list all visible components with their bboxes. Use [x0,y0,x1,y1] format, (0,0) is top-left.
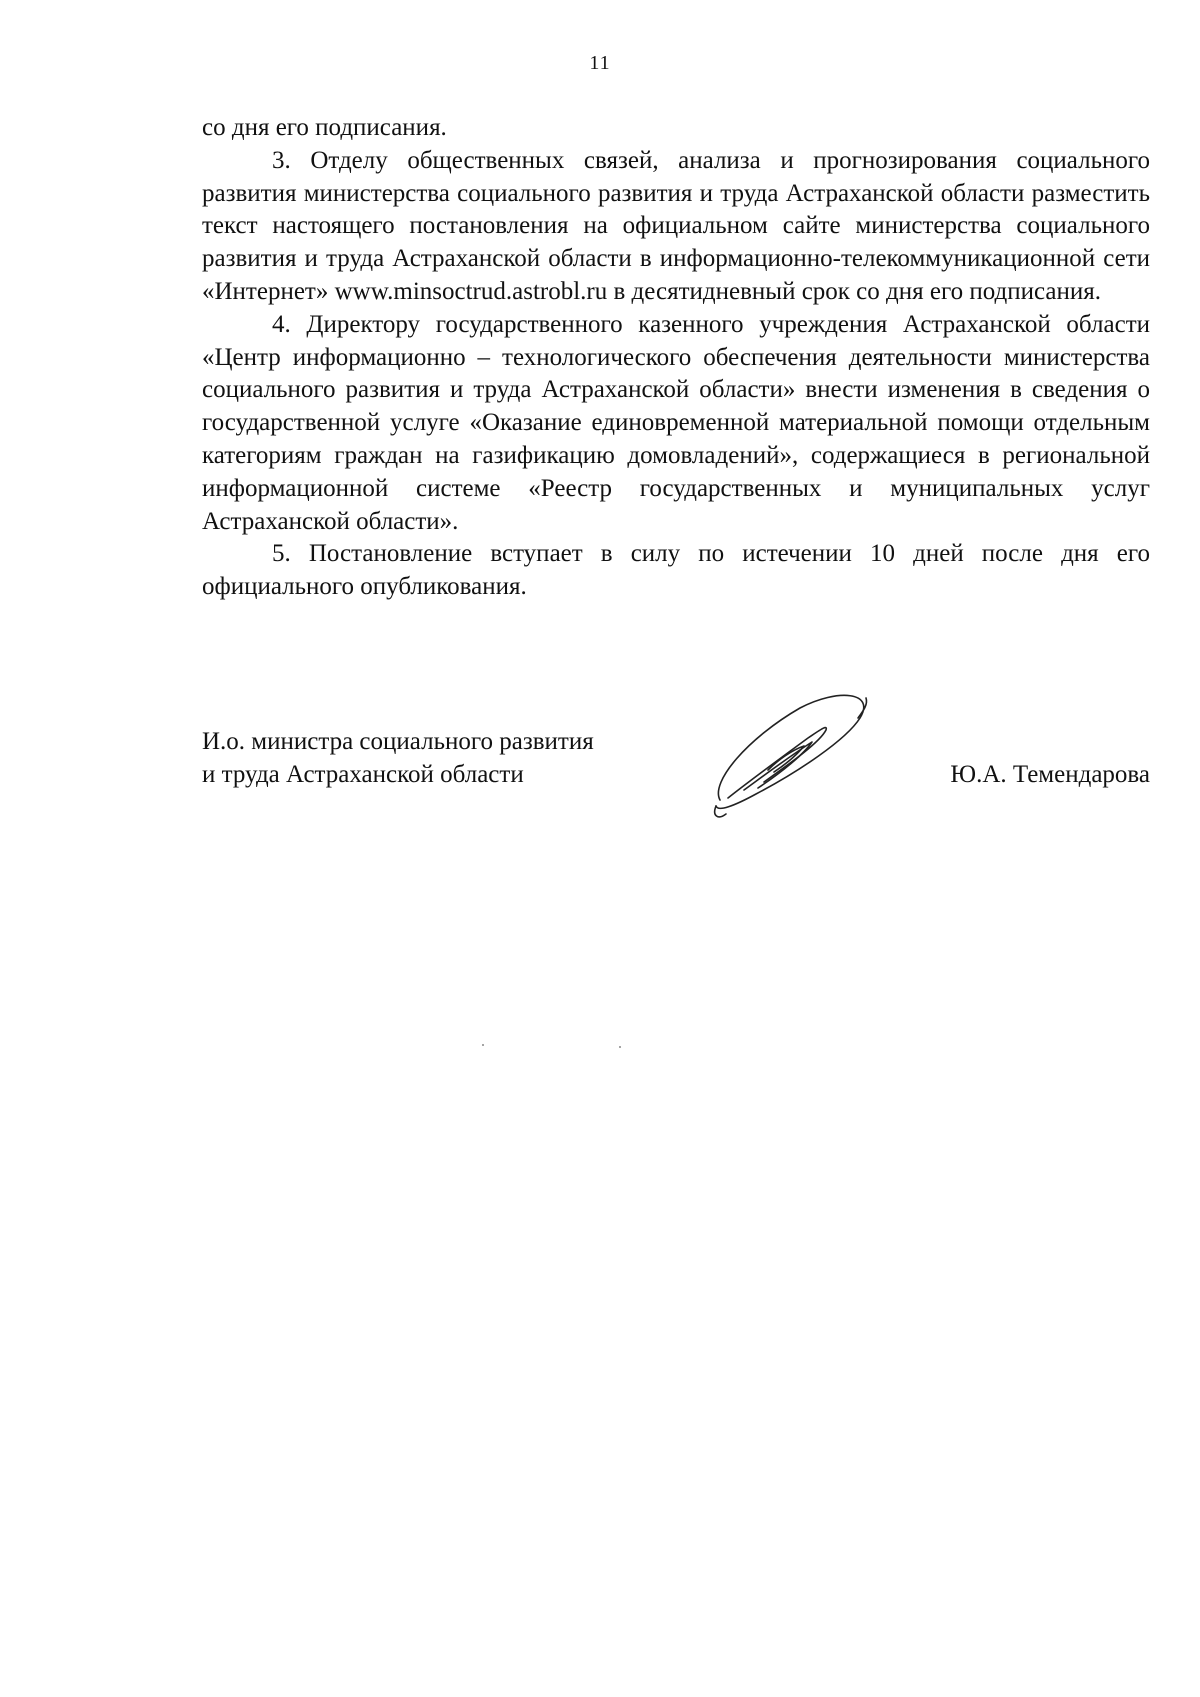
paragraph-continuation: со дня его подписания. [202,114,447,141]
handwritten-signature [708,690,878,825]
signatory-title [202,726,594,792]
scan-speck [482,1044,484,1046]
signatory-title-line-2: и труда Астраханской области [202,760,524,788]
signatory-name: Ю.А. Темендарова [950,761,1150,788]
paragraph-item-4: 4. Директору государственного казенного учреждения Астраханской области «Центр информационно – технологического обеспечения деятельности министерства социального развития и труда Астраханской области» внести изменения в сведения о государственной услуге «Оказание единовременной материальной помощи отдельным категориям граждан на газификацию домовладений», содержащиеся в региональной информационной системе «Реестр государственных и муниципальных услуг Астраханской области». [202,310,1150,535]
paragraph-item-5: 5. Постановление вступает в силу по истечении 10 дней после дня его официального опубликования. [202,540,1150,601]
paragraph-item-3: 3. Отделу общественных связей, анализа и прогнозирования социального развития министерства социального развития и труда Астраханской области разместить текст настоящего постановления на официальном сайте министерства социального развития и труда Астраханской области в информационно-телекоммуникационной сети «Интернет» www.minsoctrud.astrobl.ru в десятидневный срок со дня его подписания. [202,146,1150,305]
document-body [202,112,1150,604]
signatory-title-line-1: И.о. министра социального развития [202,728,594,755]
scan-speck [619,1046,621,1048]
page-number: 11 [589,52,611,74]
